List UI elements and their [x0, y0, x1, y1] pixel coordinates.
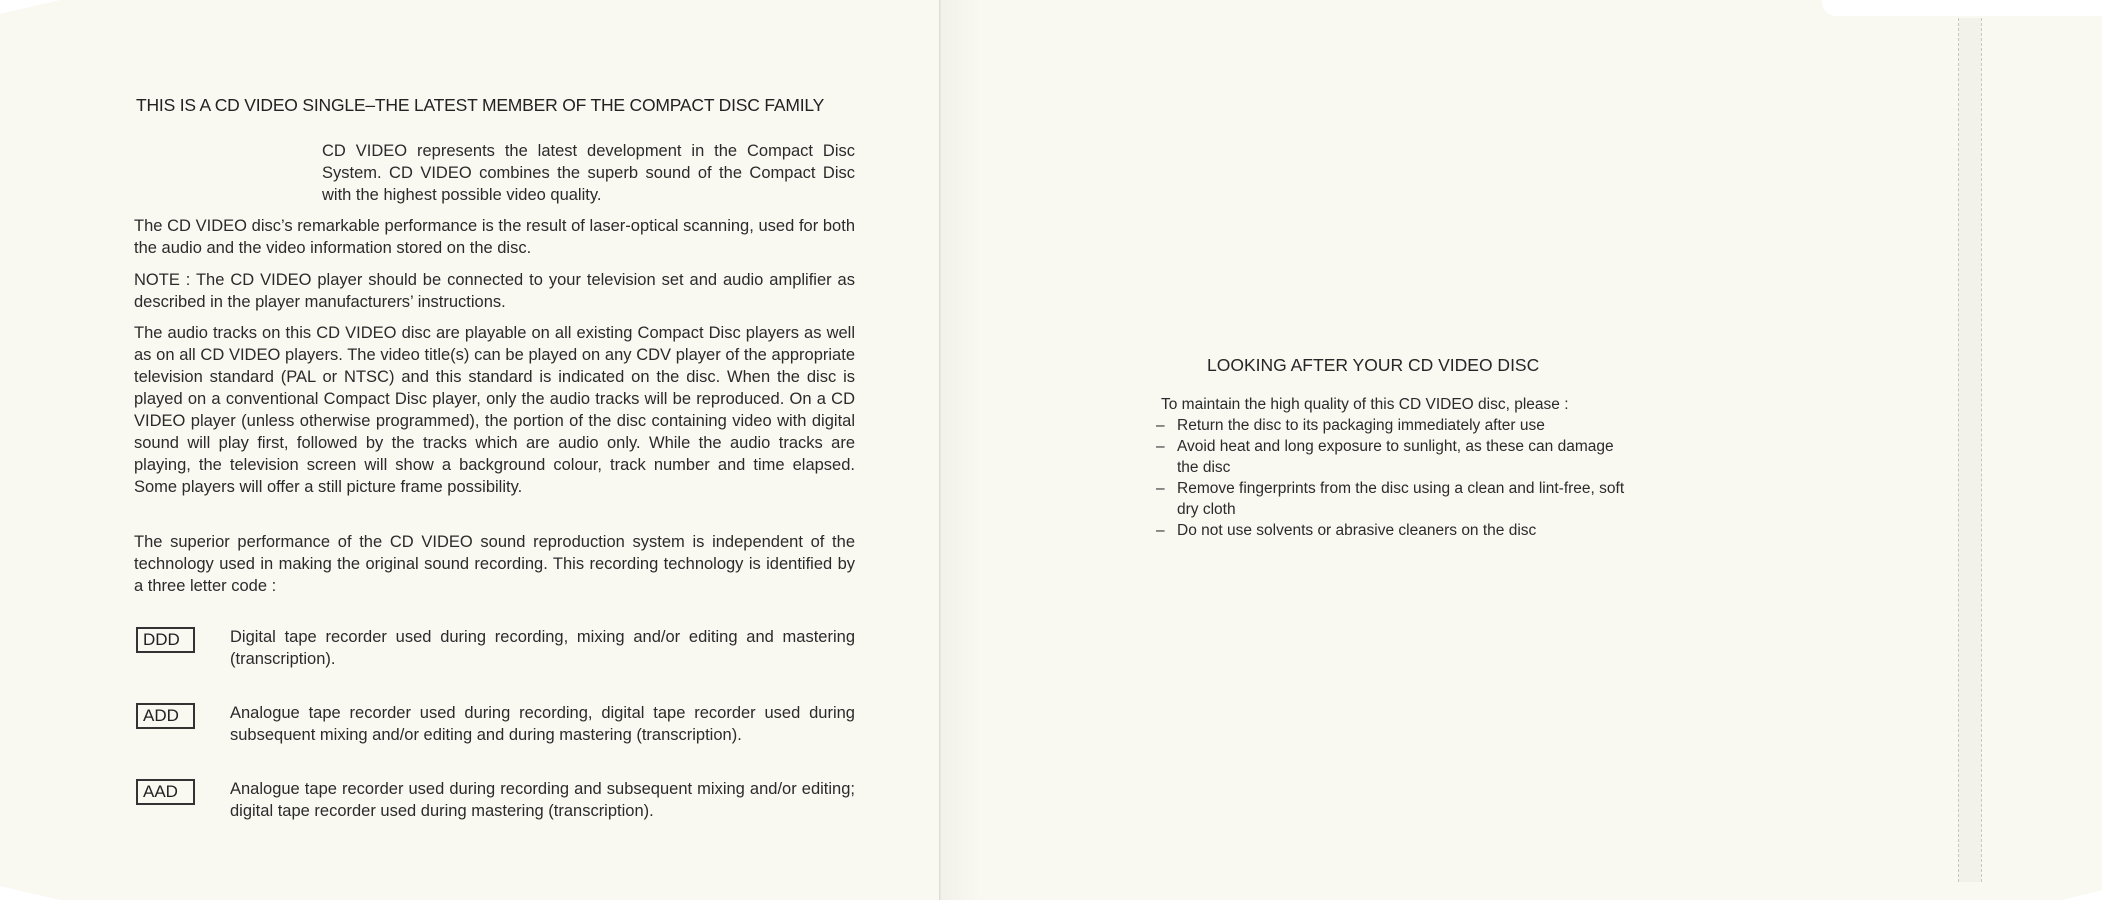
cut-corner — [2062, 890, 2102, 900]
care-item-text: Remove fingerprints from the disc using a clean and lint-free, soft dry cloth — [1177, 480, 1625, 518]
flap-fold-line — [1981, 18, 1982, 882]
dash-bullet: – — [1156, 438, 1165, 455]
fold-shadow — [941, 0, 981, 900]
list-item — [1156, 415, 1636, 436]
care-heading: LOOKING AFTER YOUR CD VIDEO DISC — [1207, 355, 1540, 375]
code-badge-aad: AAD — [136, 779, 195, 805]
cut-corner — [0, 886, 60, 900]
note-paragraph: NOTE : The CD VIDEO player should be connected to your television set and audio amplifier as described in the player manufacturers’ instructions. — [134, 271, 855, 311]
dash-bullet: – — [1156, 522, 1165, 539]
body-paragraph: The CD VIDEO disc’s remarkable performance is the result of laser-optical scanning, used for both the audio and the video information stored on the disc. — [134, 217, 855, 257]
code-description: Digital tape recorder used during recording, mixing and/or editing and mastering (transcription). — [230, 628, 855, 668]
cut-corner — [0, 0, 60, 14]
care-list — [1156, 415, 1636, 541]
list-item — [1156, 436, 1636, 478]
cut-corner — [1822, 0, 2102, 16]
dash-bullet: – — [1156, 480, 1165, 497]
care-item-text: Return the disc to its packaging immediately after use — [1177, 417, 1545, 434]
body-paragraph: The superior performance of the CD VIDEO sound reproduction system is independent of the technology used in making the original sound recording. This recording technology is identified by a three letter code : — [134, 533, 855, 595]
care-item-text: Avoid heat and long exposure to sunlight, as these can damage the disc — [1177, 438, 1614, 476]
flap-fold-line — [1958, 18, 1959, 882]
list-item — [1156, 478, 1636, 520]
body-paragraph: The audio tracks on this CD VIDEO disc are playable on all existing Compact Disc players as well as on all CD VIDEO players. The video title(s) can be played on any CDV player of the appropriate television standard (PAL or NTSC) and this standard is indicated on the disc. When the disc is played on a conventional Compact Disc player, only the audio tracks will be reproduced. On a CD VIDEO player (unless otherwise programmed), the portion of the disc containing video with digital sound will play first, followed by the tracks which are audio only. While the audio tracks are playing, the television screen will show a background colour, track number and time elapsed. Some players will offer a still picture frame possibility. — [134, 324, 855, 496]
tab-flap — [1959, 18, 1981, 882]
care-intro: To maintain the high quality of this CD VIDEO disc, please : — [1161, 396, 1569, 413]
code-badge-add: ADD — [136, 703, 195, 729]
page-heading: THIS IS A CD VIDEO SINGLE–THE LATEST MEMBER OF THE COMPACT DISC FAMILY — [136, 95, 825, 115]
code-description: Analogue tape recorder used during recording, digital tape recorder used during subsequent mixing and/or editing and during mastering (transcription). — [230, 704, 855, 744]
dash-bullet: – — [1156, 417, 1165, 434]
code-description: Analogue tape recorder used during recording and subsequent mixing and/or editing; digital tape recorder used during mastering (transcription). — [230, 780, 855, 820]
care-item-text: Do not use solvents or abrasive cleaners on the disc — [1177, 522, 1537, 539]
intro-paragraph: CD VIDEO represents the latest development in the Compact Disc System. CD VIDEO combines the superb sound of the Compact Disc with the highest possible video quality. — [322, 142, 855, 204]
code-badge-ddd: DDD — [136, 627, 195, 653]
list-item — [1156, 520, 1636, 541]
